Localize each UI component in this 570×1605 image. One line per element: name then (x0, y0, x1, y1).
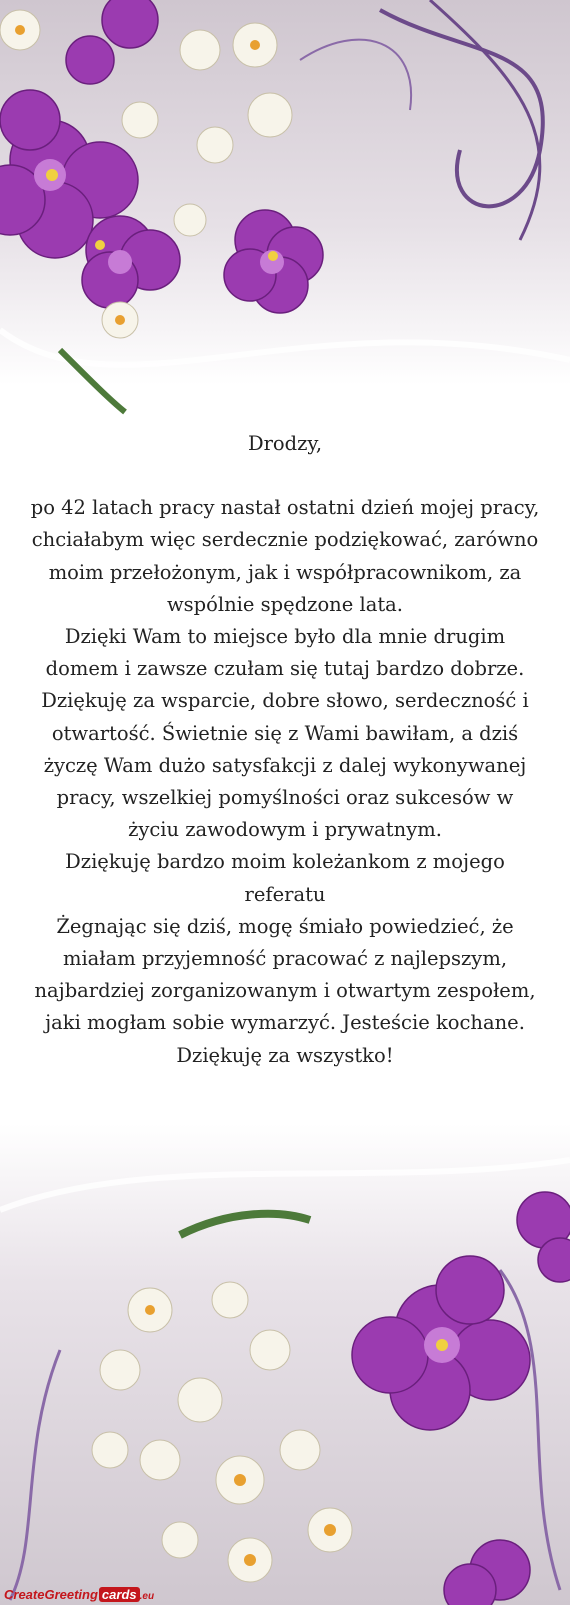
message-text (30, 428, 540, 1072)
watermark-domain: .eu (139, 1591, 155, 1602)
greeting-line: Drodzy, (247, 432, 323, 455)
paragraph-second-home: Dzięki Wam to miejsce było dla mnie drugim domem i zawsze czułam się tutaj bardzo dobrze. (45, 625, 525, 681)
watermark-logo (4, 1568, 154, 1602)
paragraph-goodbye: Żegnając się dziś, mogę śmiało powiedzieć, że miałam przyjemność pracować z najlepszym, najbardziej zorganizowanym i otwartym zespołem, jaki mogłam sobie wymarzyć. Jesteście kochane. Dziękuję za wszystko! (34, 914, 536, 1067)
watermark-text: CreateGreeting (4, 1587, 98, 1602)
floral-decoration-top (0, 0, 570, 420)
paragraph-farewell: po 42 latach pracy nastał ostatni dzień mojej pracy, chciałabym więc serdecznie podziękować, zarówno moim przełożonym, jak i współpracownikom, za wspólnie spędzone lata. (30, 496, 540, 616)
paragraph-colleagues: Dziękuję bardzo moim koleżankom z mojego referatu (65, 850, 505, 906)
floral-decoration-bottom (0, 1150, 570, 1605)
paragraph-thanks: Dziękuję za wsparcie, dobre słowo, serdeczność i otwartość. Świetnie się z Wami bawiłam, a dziś życzę Wam dużo satysfakcji z dalej wykonywanej pracy, wszelkiej pomyślności oraz sukcesów w życiu zawodowym i prywatnym. (41, 689, 529, 842)
watermark-cards: cards (99, 1587, 140, 1602)
